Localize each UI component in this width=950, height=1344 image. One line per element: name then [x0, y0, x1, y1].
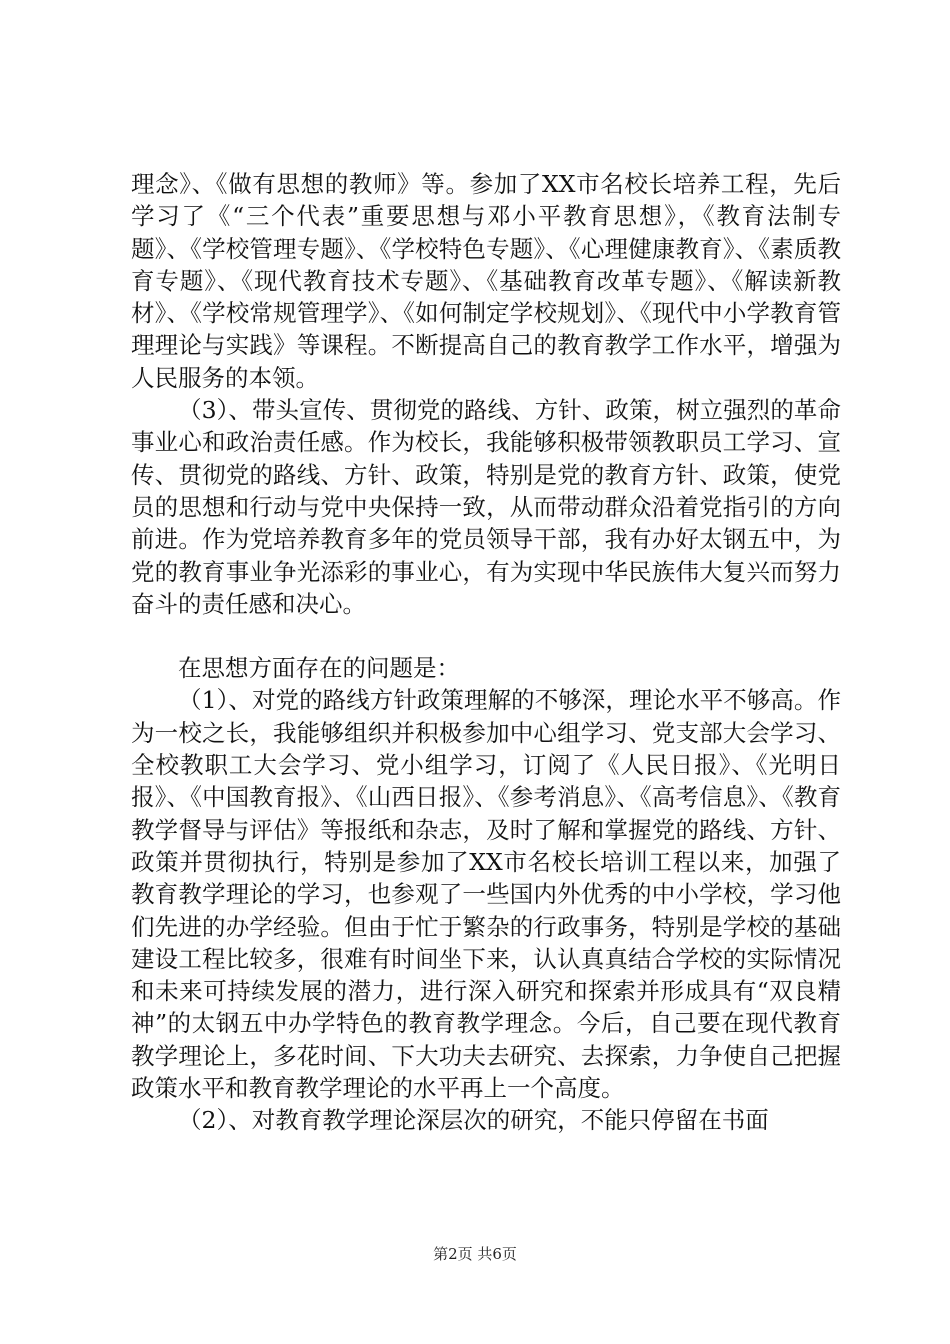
- document-body: [131, 168, 841, 1137]
- paragraph-problem-2: （2）、对教育教学理论深层次的研究，不能只停留在书面: [178, 1106, 769, 1135]
- paragraph-training-courses: 理念》、《做有思想的教师》等。参加了XX市名校长培养工程，先后学习了《“三个代表”重要思想与邓小平教育思想》，《教育法制专题》、《学校管理专题》、《学校特色专题》、《心理健康教育》、《素质教育专题》、《现代教育技术专题》、《基础教育改革专题》、《解读新教材》、《学校常规管理学》、《如何制定学校规划》、《现代中小学教育管理理论与实践》等课程。不断提高自己的教育教学工作水平，增强为人民服务的本领。: [131, 170, 841, 392]
- paragraph-problem-1: （1）、对党的路线方针政策理解的不够深，理论水平不够高。作为一校之长，我能够组织并积极参加中心组学习、党支部大会学习、全校教职工大会学习、党小组学习，订阅了《人民日报》、《光明日报》、《中国教育报》、《山西日报》、《参考消息》、《高考信息》、《教育教学督导与评估》等报纸和杂志，及时了解和掌握党的路线、方针、政策并贯彻执行，特别是参加了XX市名校长培训工程以来，加强了教育教学理论的学习，也参观了一些国内外优秀的中小学校，学习他们先进的办学经验。但由于忙于繁杂的行政事务，特别是学校的基础建设工程比较多，很难有时间坐下来，认认真真结合学校的实际情况和未来可持续发展的潜力，进行深入研究和探索并形成具有“双良精神”的太钢五中办学特色的教育教学理念。今后，自己要在现代教育教学理论上，多花时间、下大功夫去研究、去探索，力争使自己把握政策水平和教育教学理论的水平再上一个高度。: [131, 686, 841, 1103]
- paragraph-spacer: [131, 620, 841, 652]
- section-heading-problems: 在思想方面存在的问题是：: [178, 654, 460, 683]
- paragraph-item-3: （3）、带头宣传、贯彻党的路线、方针、政策，树立强烈的革命事业心和政治责任感。作为校长，我能够积极带领教职员工学习、宣传、贯彻党的路线、方针、政策，特别是党的教育方针、政策，使党员的思想和行动与党中央保持一致，从而带动群众沿着党指引的方向前进。作为党培养教育多年的党员领导干部，我有办好太钢五中，为党的教育事业争光添彩的事业心，有为实现中华民族伟大复兴而努力奋斗的责任感和决心。: [131, 396, 841, 618]
- page-number-footer: 第2页 共6页: [433, 1245, 517, 1263]
